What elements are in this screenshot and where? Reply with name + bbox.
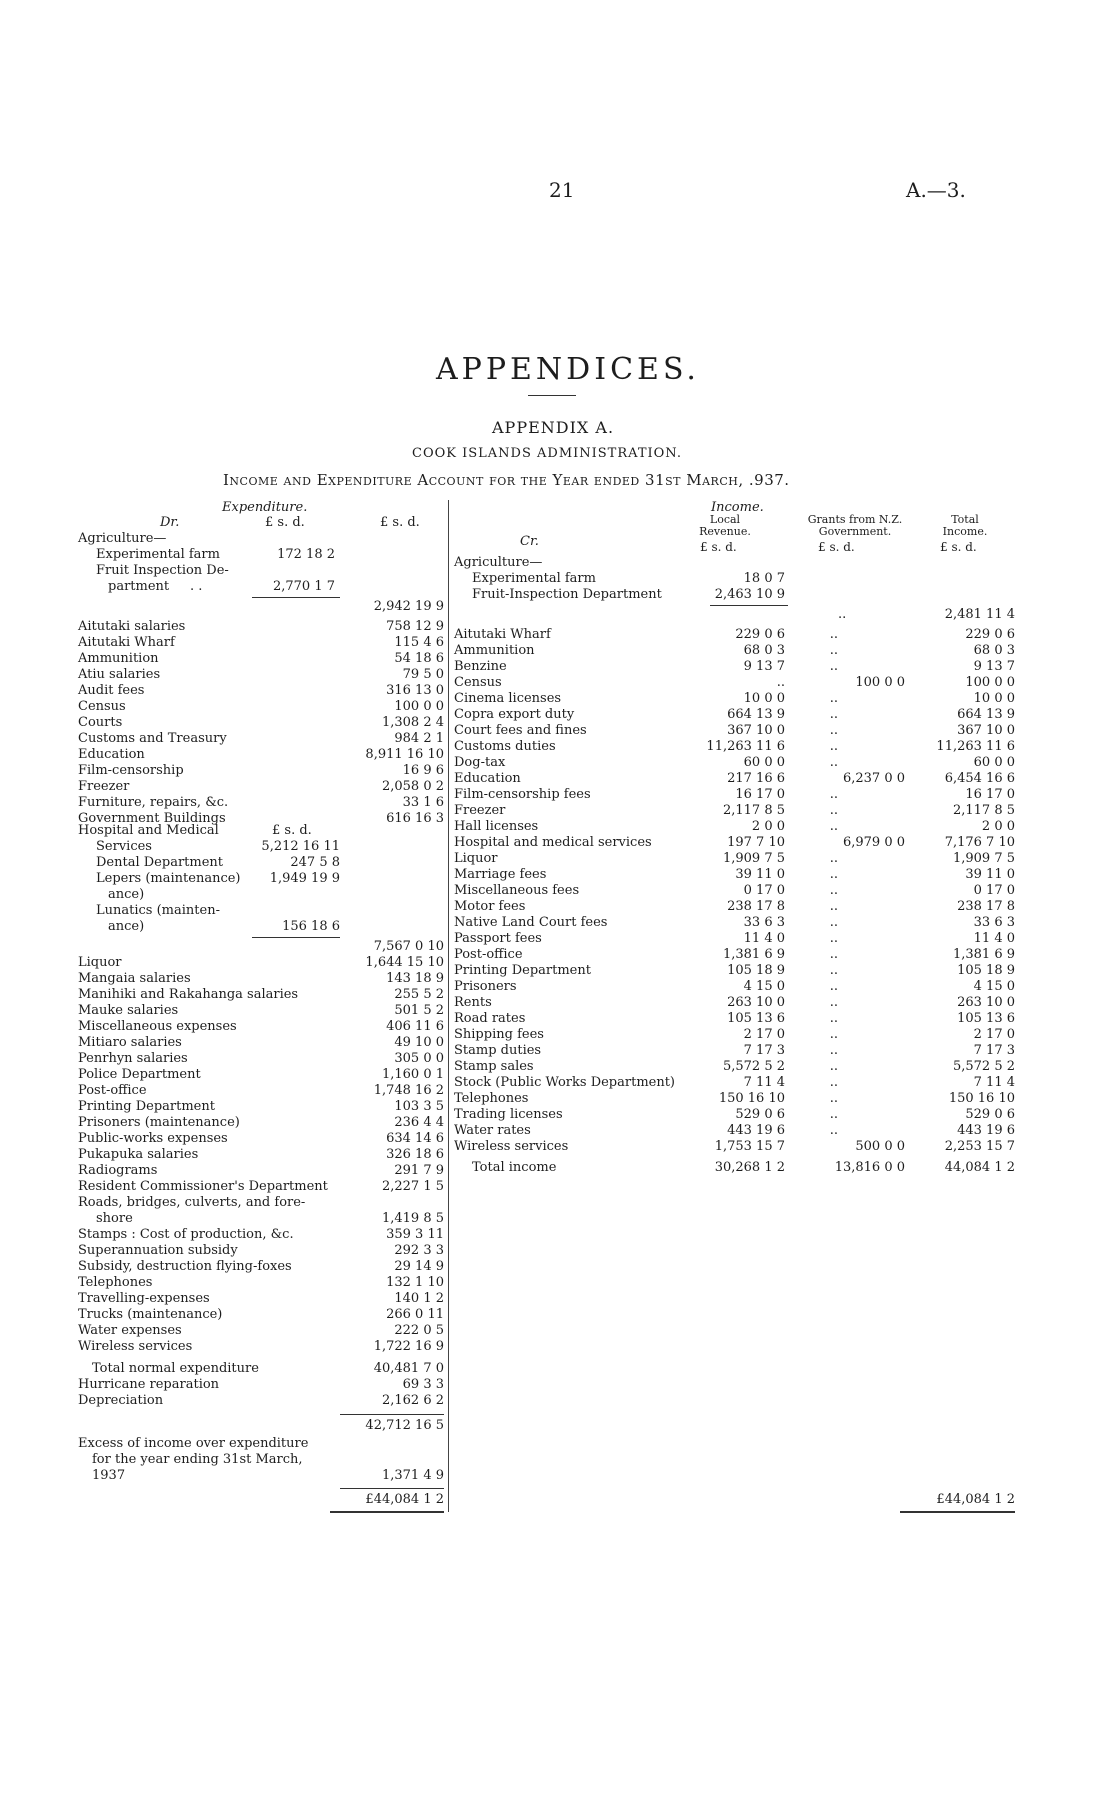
inc-row-total: 6,454 16 6 [944,771,1015,786]
inc-experimental-farm: Experimental farm [472,571,596,586]
inc-row-grant: .. [829,787,838,802]
inc-row-total: 2,117 8 5 [952,803,1015,818]
inc-row-label: Court fees and fines [454,723,587,738]
inc-row-label: Prisoners [454,979,517,994]
inc-row-total: 105 13 6 [957,1011,1015,1026]
inc-row-local: 10 0 0 [743,691,785,706]
exp-hurricane: Hurricane reparation [78,1377,220,1392]
exp-row-label: Subsidy, destruction flying-foxes [78,1259,292,1274]
exp-total-normal-amount: 40,481 7 0 [373,1361,444,1376]
inc-row-total: 11 4 0 [973,931,1015,946]
inc-row-label: Trading licenses [454,1107,563,1122]
exp-row-label: Aitutaki salaries [78,619,186,634]
exp-experimental-farm: Experimental farm [96,547,220,562]
exp-row-amount: 79 5 0 [402,667,444,682]
inc-row-total: 0 17 0 [973,883,1015,898]
inc-row-total: 4 15 0 [973,979,1015,994]
exp-row-label: Radiograms [78,1163,158,1178]
subtotal-rule [252,937,340,938]
inc-row-total: 367 10 0 [957,723,1015,738]
inc-row-label: Dog-tax [454,755,506,770]
inc-row-local: 529 0 6 [735,1107,785,1122]
inc-row-label: Printing Department [454,963,591,978]
exp-roads-line1: Roads, bridges, culverts, and fore- [78,1195,306,1210]
exp-row-label: Prisoners (maintenance) [78,1115,240,1130]
exp-excess-line1: Excess of income over expenditure [78,1436,309,1451]
exp-row-label: Government Buildings [78,811,226,826]
inc-row-grant: .. [829,995,838,1010]
inc-total-label: Total income [472,1160,557,1175]
exp-row-label: Mitiaro salaries [78,1035,182,1050]
exp-row-label: Public-works expenses [78,1131,228,1146]
exp-row-amount: 255 5 2 [394,987,444,1002]
exp-row-label: Miscellaneous expenses [78,1019,237,1034]
inc-row-local: 7 17 3 [743,1043,785,1058]
dr-label: Dr. [160,515,180,530]
inc-row-total: 2,253 15 7 [944,1139,1015,1154]
inc-row-local: 2 17 0 [743,1027,785,1042]
exp-hurricane-amount: 69 3 3 [402,1377,444,1392]
exp-row-label: Pukapuka salaries [78,1147,199,1162]
inc-row-label: Native Land Court fees [454,915,608,930]
inc-row-local: 229 0 6 [735,627,785,642]
exp-row-amount: 316 13 0 [386,683,444,698]
inc-row-total: 443 19 6 [957,1123,1015,1138]
inc-row-total: 33 6 3 [973,915,1015,930]
inc-row-local: 68 0 3 [743,643,785,658]
exp-row-label: Post-office [78,1083,147,1098]
exp-excess-line3: 1937 [92,1468,126,1483]
exp-row-amount: 1,308 2 4 [381,715,444,730]
exp-depreciation: Depreciation [78,1393,164,1408]
exp-row-amount: 1,160 0 1 [381,1067,444,1082]
exp-row-amount: 406 11 6 [386,1019,444,1034]
inc-row-grant: 100 0 0 [855,675,905,690]
inc-currency-3: £ s. d. [940,540,977,554]
inc-row-total: 5,572 5 2 [952,1059,1015,1074]
inc-row-total: 7 11 4 [973,1075,1015,1090]
inc-row-grant: .. [829,1059,838,1074]
inc-row-label: Census [454,675,502,690]
subtotal-rule [710,605,788,606]
inc-agriculture-label: Agriculture— [454,555,543,570]
inc-row-grant: .. [829,627,838,642]
exp-row-amount: 236 4 4 [394,1115,444,1130]
grand-total-double-rule [330,1511,444,1513]
exp-row-amount: 758 12 9 [386,619,444,634]
inc-row-label: Motor fees [454,899,526,914]
exp-lunatics-amount: 156 18 6 [282,919,340,934]
inc-row-local: 7 11 4 [743,1075,785,1090]
exp-row-label: Aitutaki Wharf [78,635,175,650]
exp-row-label: Freezer [78,779,130,794]
exp-row-amount: 16 9 6 [402,763,444,778]
inc-row-label: Customs duties [454,739,556,754]
inc-row-local: 443 19 6 [727,1123,785,1138]
exp-currency-left: £ s. d. [265,515,305,530]
inc-row-grant: .. [829,819,838,834]
inc-row-grant: .. [829,899,838,914]
cr-label: Cr. [520,534,539,549]
inc-row-label: Post-office [454,947,523,962]
exp-row-amount: 132 1 10 [386,1275,444,1290]
expenditure-heading: Expenditure. [222,500,308,515]
inc-total-grant: 13,816 0 0 [834,1160,905,1175]
exp-row-amount: 501 5 2 [394,1003,444,1018]
inc-total-local: 30,268 1 2 [714,1160,785,1175]
inc-row-grant: .. [829,915,838,930]
inc-row-label: Water rates [454,1123,531,1138]
exp-row-amount: 49 10 0 [394,1035,444,1050]
inc-row-total: 7 17 3 [973,1043,1015,1058]
inc-row-grant: .. [829,739,838,754]
inc-row-grant: .. [829,691,838,706]
inc-row-grant: .. [829,1011,838,1026]
exp-row-amount: 1,644 15 10 [365,955,444,970]
inc-row-label: Stamp sales [454,1059,534,1074]
inc-row-local: 217 16 6 [727,771,785,786]
inc-row-grant: .. [829,723,838,738]
exp-subtotal: 42,712 16 5 [365,1418,444,1433]
inc-row-total: 11,263 11 6 [936,739,1015,754]
inc-row-label: Copra export duty [454,707,575,722]
exp-row-amount: 33 1 6 [402,795,444,810]
inc-row-label: Miscellaneous fees [454,883,580,898]
exp-row-label: Printing Department [78,1099,215,1114]
inc-total-total: 44,084 1 2 [944,1160,1015,1175]
inc-row-total: 150 16 10 [948,1091,1015,1106]
inc-row-total: 60 0 0 [973,755,1015,770]
inc-row-total: 10 0 0 [973,691,1015,706]
exp-row-amount: 1,748 16 2 [373,1083,444,1098]
inc-row-label: Education [454,771,521,786]
exp-row-amount: 140 1 2 [394,1291,444,1306]
inc-row-total: 9 13 7 [973,659,1015,674]
inc-row-local: 60 0 0 [743,755,785,770]
inc-row-local: 9 13 7 [743,659,785,674]
inc-row-label: Aitutaki Wharf [454,627,551,642]
inc-row-label: Wireless services [454,1139,569,1154]
inc-row-label: Stamp duties [454,1043,542,1058]
leader-dots: .. [838,607,847,622]
inc-row-grant: .. [829,755,838,770]
exp-excess-amount: 1,371 4 9 [381,1468,444,1483]
exp-row-label: Audit fees [78,683,145,698]
inc-row-label: Liquor [454,851,498,866]
exp-row-amount: 291 7 9 [394,1163,444,1178]
inc-row-label: Shipping fees [454,1027,544,1042]
exp-dental-amount: 247 5 8 [290,855,340,870]
exp-row-label: Education [78,747,145,762]
inc-row-local: 1,381 6 9 [722,947,785,962]
exp-grand-total: £44,084 1 2 [365,1492,444,1507]
exp-row-label: Resident Commissioner's Department [78,1179,328,1194]
subtotal-rule [252,597,340,598]
exp-row-label: Water expenses [78,1323,182,1338]
inc-row-total: 1,381 6 9 [952,947,1015,962]
administration-heading: COOK ISLANDS ADMINISTRATION. [412,446,682,461]
col-total-income: Total Income. [942,513,988,538]
exp-row-amount: 616 16 3 [386,811,444,826]
inc-row-grant: .. [829,1107,838,1122]
inc-row-grant: .. [829,1027,838,1042]
inc-row-total: 100 0 0 [965,675,1015,690]
inc-row-total: 68 0 3 [973,643,1015,658]
exp-row-label: Trucks (maintenance) [78,1307,223,1322]
exp-row-amount: 54 18 6 [394,651,444,666]
inc-row-local: 11 4 0 [743,931,785,946]
page-number: 21 [549,178,575,202]
exp-row-label: Liquor [78,955,122,970]
exp-row-label: Census [78,699,126,714]
exp-fruit-inspection-line1: Fruit Inspection De- [96,563,229,578]
exp-row-label: Superannuation subsidy [78,1243,238,1258]
exp-lepers-line2: ance) [108,887,145,902]
exp-row-amount: 984 2 1 [394,731,444,746]
exp-hospital-total: 7,567 0 10 [373,939,444,954]
exp-row-label: Telephones [78,1275,153,1290]
inc-row-total: 105 18 9 [957,963,1015,978]
inc-row-local: 1,753 15 7 [714,1139,785,1154]
inc-row-local: 197 7 10 [727,835,785,850]
exp-lepers-line1: Lepers (maintenance) [96,871,241,886]
exp-lunatics-line1: Lunatics (mainten- [96,903,220,918]
exp-agriculture-total: 2,942 19 9 [373,599,444,614]
exp-row-amount: 100 0 0 [394,699,444,714]
inc-row-grant: .. [829,707,838,722]
inc-row-grant: .. [829,867,838,882]
exp-row-label: Furniture, repairs, &c. [78,795,229,810]
inc-row-local: 16 17 0 [735,787,785,802]
inc-row-grant: .. [829,1123,838,1138]
exp-row-label: Mangaia salaries [78,971,191,986]
inc-row-grant: .. [829,803,838,818]
exp-row-amount: 8,911 16 10 [365,747,444,762]
inc-row-label: Passport fees [454,931,542,946]
inc-row-total: 229 0 6 [965,627,1015,642]
exp-row-label: Ammunition [78,651,159,666]
inc-row-label: Cinema licenses [454,691,562,706]
exp-row-amount: 29 14 9 [394,1259,444,1274]
inc-row-local: 105 18 9 [727,963,785,978]
inc-row-grant: .. [829,947,838,962]
exp-hospital-currency: £ s. d. [272,823,312,838]
inc-row-grant: .. [829,1091,838,1106]
inc-row-label: Ammunition [454,643,535,658]
inc-row-local: 150 16 10 [718,1091,785,1106]
inc-row-local: 2,117 8 5 [722,803,785,818]
exp-row-amount: 143 18 9 [386,971,444,986]
inc-row-label: Hospital and medical services [454,835,652,850]
column-divider [448,500,449,1512]
exp-depreciation-amount: 2,162 6 2 [381,1393,444,1408]
exp-fruit-inspection-amount: 2,770 1 7 [272,579,335,594]
inc-row-total: 529 0 6 [965,1107,1015,1122]
inc-row-local: 238 17 8 [727,899,785,914]
inc-row-local: 367 10 0 [727,723,785,738]
exp-row-label: Customs and Treasury [78,731,227,746]
inc-row-grant: .. [829,931,838,946]
exp-row-label: Travelling-expenses [78,1291,210,1306]
title-divider [528,395,576,396]
exp-row-amount: 115 4 6 [394,635,444,650]
inc-row-label: Freezer [454,803,506,818]
exp-row-amount: 359 3 11 [386,1227,444,1242]
exp-currency-right: £ s. d. [380,515,420,530]
exp-roads-amount: 1,419 8 5 [381,1211,444,1226]
inc-currency-2: £ s. d. [818,540,855,554]
inc-row-grant: .. [829,963,838,978]
inc-row-local: 4 15 0 [743,979,785,994]
exp-row-label: Manihiki and Rakahanga salaries [78,987,299,1002]
inc-row-total: 7,176 7 10 [944,835,1015,850]
inc-row-total: 2 0 0 [981,819,1015,834]
exp-row-amount: 222 0 5 [394,1323,444,1338]
inc-row-label: Rents [454,995,492,1010]
inc-row-local: 5,572 5 2 [722,1059,785,1074]
appendix-heading: APPENDIX A. [492,418,615,437]
inc-row-grant: 6,237 0 0 [842,771,905,786]
exp-hospital-line2: Services [96,839,152,854]
inc-row-label: Film-censorship fees [454,787,591,802]
inc-row-local: 33 6 3 [743,915,785,930]
inc-row-local: 2 0 0 [751,819,785,834]
exp-row-amount: 305 0 0 [394,1051,444,1066]
page-title: APPENDICES. [436,352,700,387]
exp-lepers-amount: 1,949 19 9 [269,871,340,886]
exp-row-label: Police Department [78,1067,201,1082]
inc-row-grant: 6,979 0 0 [842,835,905,850]
inc-row-total: 1,909 7 5 [952,851,1015,866]
exp-lunatics-line2: ance) [108,919,145,934]
grand-total-double-rule [900,1511,1015,1513]
inc-row-local: 664 13 9 [727,707,785,722]
leader-dots: . . [190,579,203,594]
exp-row-amount: 266 0 11 [386,1307,444,1322]
inc-row-label: Road rates [454,1011,526,1026]
inc-row-label: Telephones [454,1091,529,1106]
document-reference: A.—3. [906,178,966,202]
inc-experimental-farm-amount: 18 0 7 [743,571,785,586]
exp-fruit-inspection-line2: partment [108,579,170,594]
inc-row-local: 1,909 7 5 [722,851,785,866]
exp-row-label: Wireless services [78,1339,193,1354]
inc-row-label: Benzine [454,659,507,674]
inc-row-grant: .. [829,659,838,674]
inc-currency-1: £ s. d. [700,540,737,554]
inc-agriculture-total: 2,481 11 4 [944,607,1015,622]
inc-row-grant: .. [829,1075,838,1090]
exp-row-label: Atiu salaries [78,667,161,682]
inc-row-local: .. [776,675,785,690]
grand-total-rule [340,1488,444,1489]
inc-row-total: 664 13 9 [957,707,1015,722]
exp-row-label: Stamps : Cost of production, &c. [78,1227,294,1242]
exp-roads-line2: shore [96,1211,133,1226]
col-grants: Grants from N.Z. Government. [807,513,903,538]
inc-row-grant: .. [829,1043,838,1058]
exp-dental: Dental Department [96,855,223,870]
exp-experimental-farm-amount: 172 18 2 [277,547,335,562]
exp-row-label: Penrhyn salaries [78,1051,188,1066]
exp-row-amount: 2,227 1 5 [381,1179,444,1194]
inc-fruit-inspection-amount: 2,463 10 9 [714,587,785,602]
inc-row-total: 263 10 0 [957,995,1015,1010]
inc-row-grant: .. [829,979,838,994]
inc-grand-total: £44,084 1 2 [936,1492,1015,1507]
exp-row-amount: 326 18 6 [386,1147,444,1162]
exp-hospital-line1: Hospital and Medical [78,823,219,838]
exp-row-label: Courts [78,715,123,730]
inc-row-label: Stock (Public Works Department) [454,1075,676,1090]
exp-agriculture-label: Agriculture— [78,531,167,546]
exp-hospital-amount: 5,212 16 11 [261,839,340,854]
exp-row-amount: 634 14 6 [386,1131,444,1146]
inc-row-grant: .. [829,851,838,866]
inc-row-total: 39 11 0 [965,867,1015,882]
exp-row-amount: 292 3 3 [394,1243,444,1258]
exp-row-label: Film-censorship [78,763,184,778]
exp-row-amount: 1,722 16 9 [373,1339,444,1354]
inc-row-label: Hall licenses [454,819,539,834]
exp-row-label: Mauke salaries [78,1003,179,1018]
inc-row-total: 238 17 8 [957,899,1015,914]
account-title: Income and Expenditure Account for the Year ended 31st March, .937. [223,471,790,489]
subtotal-rule [340,1414,444,1415]
inc-row-local: 39 11 0 [735,867,785,882]
exp-row-amount: 103 3 5 [394,1099,444,1114]
exp-total-normal: Total normal expenditure [92,1361,259,1376]
inc-row-grant: .. [829,883,838,898]
inc-row-local: 263 10 0 [727,995,785,1010]
income-heading: Income. [711,500,764,515]
inc-row-grant: 500 0 0 [855,1139,905,1154]
inc-row-total: 16 17 0 [965,787,1015,802]
exp-row-amount: 2,058 0 2 [381,779,444,794]
inc-fruit-inspection: Fruit-Inspection Department [472,587,662,602]
inc-row-local: 0 17 0 [743,883,785,898]
exp-excess-line2: for the year ending 31st March, [92,1452,303,1467]
col-local-revenue: Local Revenue. [699,513,751,538]
inc-row-local: 105 13 6 [727,1011,785,1026]
inc-row-label: Marriage fees [454,867,547,882]
inc-row-local: 11,263 11 6 [706,739,785,754]
inc-row-total: 2 17 0 [973,1027,1015,1042]
inc-row-grant: .. [829,643,838,658]
